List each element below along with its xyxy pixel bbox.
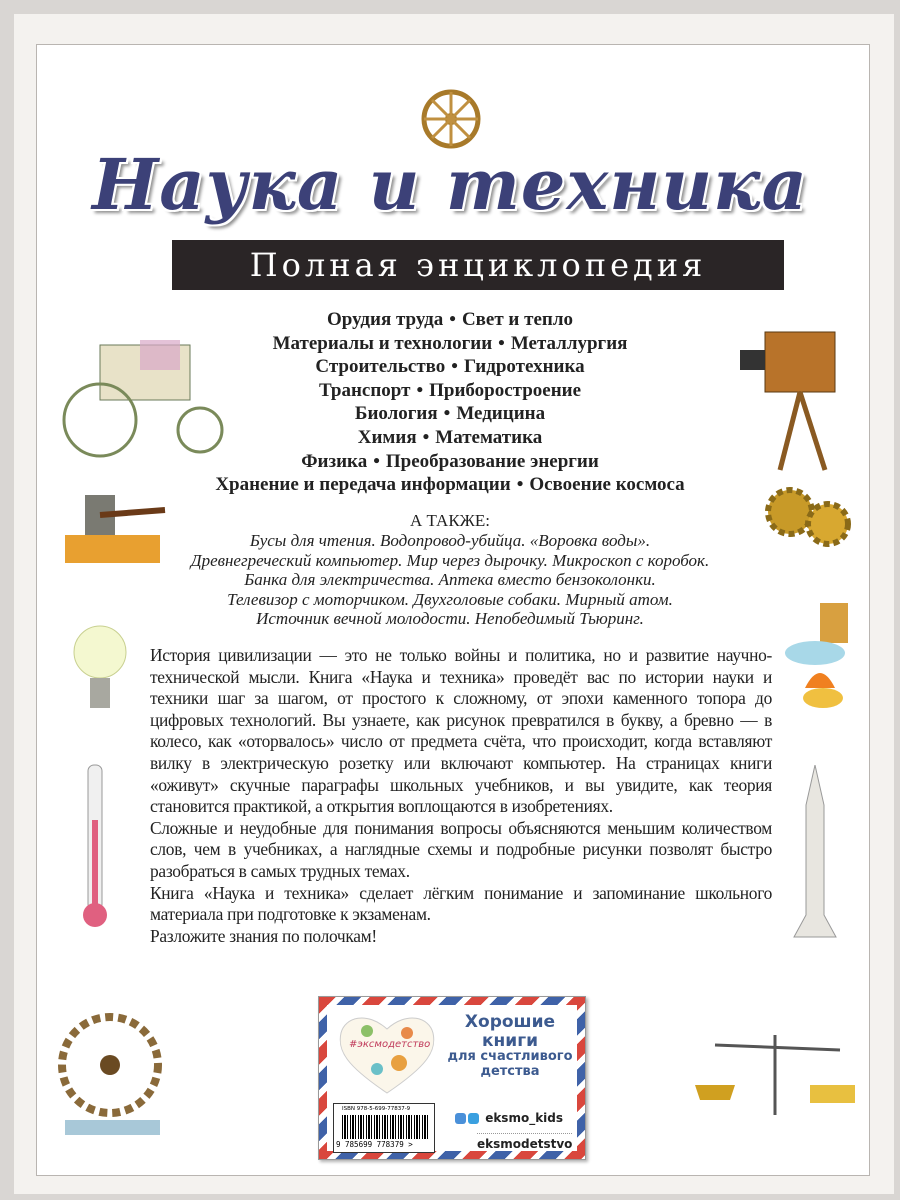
book-title: Наука и техника [92,143,808,226]
description-paragraph: Сложные и неудобные для понимания вопросы объясняются меньшим количеством слов, чем в учебниках, а наглядные схемы и подробные рисунки позволят быстро разобраться в самых трудных темах. [150,817,772,881]
telegram-icon [468,1113,479,1124]
bullet-icon: • [498,332,505,354]
also-line: Источник вечной молодости. Непобедимый Тьюринг. [256,609,644,629]
rocket-icon [790,765,840,940]
distillation-apparatus-icon [775,598,865,723]
topic: Математика [435,426,543,448]
description [150,645,772,947]
topic: Биология [354,403,438,425]
vk-icon [455,1113,466,1124]
topic: Физика [301,450,368,472]
topic-line [150,355,750,379]
bullet-icon: • [443,403,451,425]
topic: Строительство [315,356,446,378]
bullet-icon: • [416,379,424,401]
social-handle: eksmo_kids [485,1111,564,1125]
topic: Материалы и технологии [272,332,493,354]
bullet-icon: • [516,474,524,496]
barcode-box [333,1103,435,1153]
slogan-line: книги [482,1030,538,1051]
isbn: ISBN 978-5-699-77837-9 [342,1106,411,1112]
also-line: Банка для электричества. Аптека вместо бензоколонки. [244,570,656,590]
also-line: Бусы для чтения. Водопровод-убийца. «Воровка воды». [249,531,651,550]
topic-line [150,379,750,403]
light-bulb-icon [70,620,130,715]
also-line: Древнегреческий компьютер. Мир через дырочку. Микроскоп с коробок. [190,550,710,570]
topic: Медицина [456,403,546,425]
slogan-line: детства [480,1063,540,1079]
topic: Преобразование энергии [385,450,599,472]
topic: Хранение и передача информации [215,474,511,496]
description-paragraph: История цивилизации — это не только войны и политика, но и развитие научно-технической мысли. Книга «Наука и техника» проведёт вас по истории науки и техники шаг за шагом, от простого к сложному, от эпохи каменного топора до цифровых технологий. Вы узнаете, как рисунок превратился в букву, а бревно — в колесо, как «оторвалось» число от предмета счёта, что происходит, когда вставляют вилку в электрическую розетку или включают компьютер. На страницах книги «оживут» скучные параграфы школьных учебников, и вы увидите, как теория становится практикой, а открытия воплощаются в изобретениях. [150,645,772,817]
bullet-icon: • [373,450,380,472]
description-paragraph: Разложите знания по полочкам! [150,925,377,946]
topic: Приборостроение [429,379,582,401]
topic: Металлургия [510,332,628,354]
topic-line [150,426,750,450]
also-line: Телевизор с моторчиком. Двухголовые собаки. Мирный атом. [227,589,673,609]
water-wheel-icon [55,1010,165,1140]
old-camera-icon [735,322,855,472]
slogan [445,1013,575,1079]
bullet-icon: • [451,356,458,378]
barcode-icon [342,1115,428,1139]
sticker-body [327,1005,577,1151]
topics-list [150,308,750,497]
also-heading: А ТАКЖЕ: [409,511,491,530]
social-handle: eksmodetstvo [477,1133,572,1151]
topic: Гидротехника [463,356,585,378]
topic-line [150,332,750,356]
topic-line [150,402,750,426]
topic: Орудия труда [326,309,444,330]
hashtag: #эксмодетство [349,1039,431,1050]
heart-logo-icon [337,1011,437,1095]
wagon-wheel-icon [420,88,482,150]
also-section [150,510,750,629]
slogan-line: Хорошие [464,1012,556,1032]
topic: Транспорт [318,379,411,401]
gears-icon [760,482,855,552]
slogan-line: для счастливого [447,1049,573,1065]
topic: Свет и тепло [461,309,574,330]
book-subtitle: Полная энциклопедия [172,240,784,290]
topic: Освоение космоса [529,474,685,496]
topic-line [150,308,750,332]
thermometer-icon [78,760,113,935]
topic-line [150,450,750,474]
barcode-number: 9 785699 778379 > [336,1140,413,1149]
social-handle-row [455,1111,563,1125]
topic-line [150,473,750,497]
bullet-icon: • [422,426,430,448]
scales-icon [690,1030,860,1125]
topic: Химия [357,426,417,448]
description-paragraph: Книга «Наука и техника» сделает лёгким понимание и запоминание школьного материала при подготовке к экзаменам. [150,882,772,925]
bullet-icon: • [449,309,456,330]
publisher-sticker [318,996,586,1160]
